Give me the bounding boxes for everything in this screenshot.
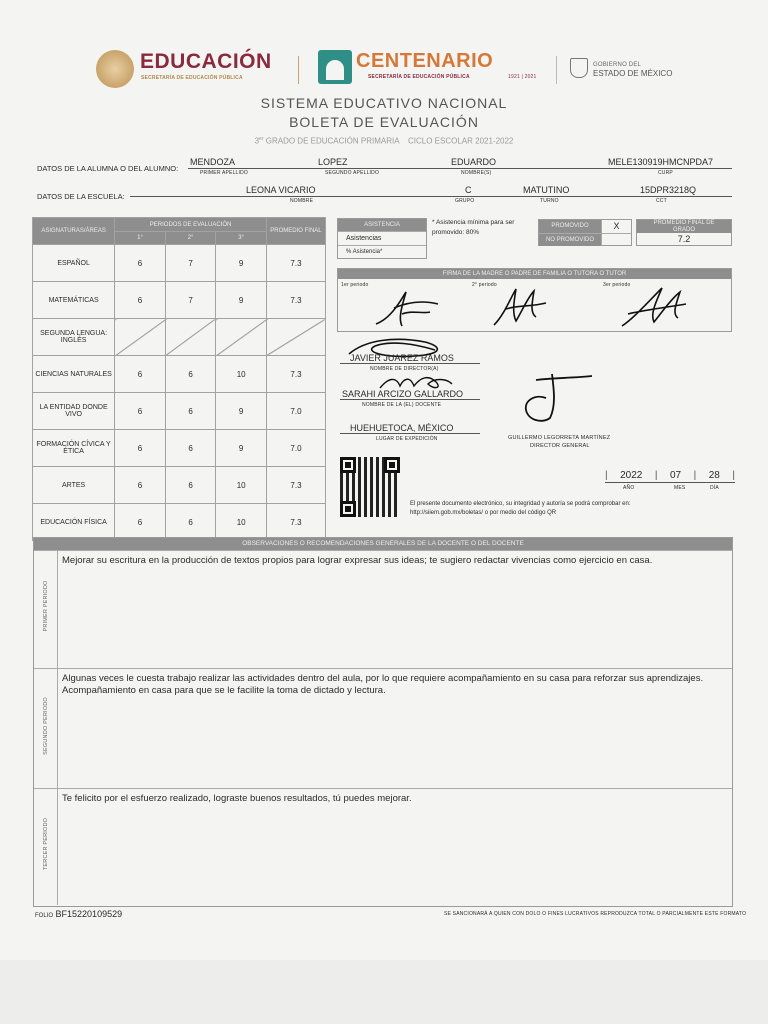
grade-text: GRADO DE EDUCACIÓN PRIMARIA xyxy=(265,136,400,146)
grade-p1: 6 xyxy=(115,245,166,282)
grade-p2: 7 xyxy=(165,245,216,282)
student-nombre-label: NOMBRE(S) xyxy=(461,170,492,176)
grade-p1: 6 xyxy=(115,467,166,504)
subject-name: ESPAÑOL xyxy=(33,245,115,282)
observation-period-2 xyxy=(34,668,732,788)
grade-p1 xyxy=(115,319,166,356)
subject-name: EDUCACIÓN FÍSICA xyxy=(33,504,115,541)
student-nombre: EDUARDO xyxy=(451,157,497,167)
student-apellido1-label: PRIMER APELLIDO xyxy=(200,170,249,176)
promovido-cell xyxy=(539,220,631,233)
no-promovido-label: NO PROMOVIDO xyxy=(539,234,601,246)
cycle-label: CICLO ESCOLAR xyxy=(407,136,473,146)
centenario-title: CENTENARIO xyxy=(356,50,494,72)
grade-p2: 7 xyxy=(165,282,216,319)
grade-p3: 10 xyxy=(216,504,267,541)
no-promovido-mark xyxy=(601,234,631,246)
director-general-label: DIRECTOR GENERAL xyxy=(530,443,590,449)
attendance-box xyxy=(337,218,427,259)
subject-name: CIENCIAS NATURALES xyxy=(33,356,115,393)
student-apellido2: LOPEZ xyxy=(318,157,348,167)
centenario-years: 1921 | 2021 xyxy=(508,74,537,80)
student-line xyxy=(188,168,732,169)
educacion-title: EDUCACIÓN xyxy=(140,50,272,73)
legal-notice: SE SANCIONARÁ A QUIEN CON DOLO O FINES LUCRATIVOS REPRODUZCA TOTAL O PARCIALMENTE ESTE FORMATO xyxy=(444,911,747,917)
promovido-mark: X xyxy=(601,220,631,233)
grade-p2: 6 xyxy=(165,467,216,504)
table-row xyxy=(33,245,326,282)
attendance-note: * Asistencia mínima para ser promovido: 80% xyxy=(432,219,515,236)
folio-label: FOLIO xyxy=(35,913,54,919)
parent-signature-2 xyxy=(490,285,550,329)
system-title: SISTEMA EDUCATIVO NACIONAL xyxy=(260,95,508,111)
observation-period-1-label: PRIMER PERIODO xyxy=(43,580,49,632)
date-day-label: DÍA xyxy=(710,485,719,491)
docente-line xyxy=(340,399,480,400)
grade-p3: 9 xyxy=(216,430,267,467)
grade-suffix: er xyxy=(259,136,264,142)
grade-p2: 6 xyxy=(165,430,216,467)
scan-bottom-band xyxy=(0,960,768,1024)
attendance-label: Asistencias xyxy=(346,235,382,242)
table-row xyxy=(33,282,326,319)
signature-period-2-label: 2° periodo xyxy=(472,282,497,288)
observation-period-3-text: Te felicito por el esfuerzo realizado, lograste buenos resultados, tú puedes mejorar. xyxy=(62,793,412,804)
promotion-box xyxy=(538,219,632,246)
observation-period-3 xyxy=(34,788,732,905)
grade-p1: 6 xyxy=(115,430,166,467)
grade-p2: 6 xyxy=(165,504,216,541)
school-grupo: C xyxy=(465,185,472,195)
director-name: JAVIER JUAREZ RAMOS xyxy=(350,353,454,363)
lugar-label: LUGAR DE EXPEDICIÓN xyxy=(376,436,438,442)
observation-period-1-text: Mejorar su escritura en la producción de textos propios para lograr expresar sus ideas; te sugiero redactar vivencias como ejercicio en casa. xyxy=(62,555,653,566)
table-row xyxy=(33,430,326,467)
attendance-header: ASISTENCIA xyxy=(338,219,426,231)
docente-name: SARAHI ARCIZO GALLARDO xyxy=(342,389,464,399)
educacion-subtitle: SECRETARÍA DE EDUCACIÓN PÚBLICA xyxy=(141,75,243,81)
final-header: PROMEDIO FINAL xyxy=(266,218,325,245)
folio-number: BF15220109529 xyxy=(55,909,123,919)
folio xyxy=(35,909,122,919)
school-turno: MATUTINO xyxy=(523,185,570,195)
observation-period-1 xyxy=(34,550,732,668)
grade-p3: 10 xyxy=(216,356,267,393)
parent-signature-3 xyxy=(618,284,690,330)
table-row xyxy=(33,356,326,393)
observations-header: OBSERVACIONES O RECOMENDACIONES GENERALES DE LA DOCENTE O DEL DOCENTE xyxy=(34,538,732,550)
school-grupo-label: GRUPO xyxy=(455,198,475,204)
school-cct-label: CCT xyxy=(656,198,667,204)
subject-name: MATEMÁTICAS xyxy=(33,282,115,319)
grade-cycle-line xyxy=(0,136,768,146)
grade-p3: 9 xyxy=(216,282,267,319)
director-general-name: GUILLERMO LEGORRETA MARTÍNEZ xyxy=(508,435,611,441)
grade-number: 3 xyxy=(254,136,260,146)
attendance-percent-row xyxy=(338,245,426,258)
centenario-subtitle: SECRETARÍA DE EDUCACIÓN PÚBLICA xyxy=(368,74,470,80)
director-line xyxy=(340,363,480,364)
sep-logo-emblem xyxy=(96,50,134,88)
no-promovido-cell xyxy=(539,233,631,246)
grade-final: 7.0 xyxy=(266,430,325,467)
grade-final: 7.3 xyxy=(266,282,325,319)
observation-period-2-text: Algunas veces le cuesta trabajo realizar las actividades dentro del aula, por lo que requiere acompañamiento en su casa para reforzar sus aprendizajes. Acompañamiento en casa para que se le facilite la toma de dictado y lectura. xyxy=(62,673,704,696)
school-turno-label: TURNO xyxy=(540,198,559,204)
observation-period-3-label-cell xyxy=(34,789,58,905)
date-day: 28 xyxy=(708,470,720,481)
table-row xyxy=(33,504,326,541)
lugar-expedicion: HUEHUETOCA, MÉXICO xyxy=(350,423,454,433)
subject-name: FORMACIÓN CÍVICA Y ÉTICA xyxy=(33,430,115,467)
docente-label: NOMBRE DE LA (EL) DOCENTE xyxy=(362,402,442,408)
promovido-label: PROMOVIDO xyxy=(539,220,601,233)
parent-signature-1 xyxy=(372,288,442,330)
periods-header: PERIODOS DE EVALUACIÓN xyxy=(115,218,267,232)
grade-p1: 6 xyxy=(115,393,166,430)
grade-final: 7.3 xyxy=(266,356,325,393)
period-2-header: 2° xyxy=(165,232,216,245)
date-month: 07 xyxy=(669,470,682,481)
table-row xyxy=(33,393,326,430)
director-label: NOMBRE DE DIRECTOR(A) xyxy=(370,366,439,372)
observation-period-2-label-cell xyxy=(34,669,58,788)
table-row xyxy=(33,319,326,356)
grade-p2 xyxy=(165,319,216,356)
school-nombre-label: NOMBRE xyxy=(290,198,314,204)
date-month-label: MES xyxy=(674,485,686,491)
subject-name: ARTES xyxy=(33,467,115,504)
grade-p1: 6 xyxy=(115,504,166,541)
date-line: | 2022 | 07 | 28 | xyxy=(605,470,735,481)
header-divider-2 xyxy=(556,56,557,84)
verification-note: El presente documento electrónico, su integridad y autoría se podrá comprobar en: http://siiem.gob.mx/boletas/ o por medio del código QR xyxy=(410,501,631,516)
observation-period-2-label: SEGUNDO PERIODO xyxy=(43,697,49,755)
school-nombre: LEONA VICARIO xyxy=(246,185,316,195)
grade-p1: 6 xyxy=(115,282,166,319)
subject-name: LA ENTIDAD DONDE VIVO xyxy=(33,393,115,430)
average-label: PROMEDIO FINAL DE GRADO xyxy=(637,220,731,233)
school-cct: 15DPR3218Q xyxy=(640,185,697,195)
attendance-percent-label: % Asistencia* xyxy=(346,249,383,255)
observation-period-3-label: TERCER PERIODO xyxy=(43,817,49,871)
average-box xyxy=(636,219,732,246)
observation-period-1-label-cell xyxy=(34,551,58,668)
grade-p3 xyxy=(216,319,267,356)
gobierno-line1: GOBIERNO DEL xyxy=(593,62,642,68)
grade-p1: 6 xyxy=(115,356,166,393)
date-underline xyxy=(605,482,735,483)
student-apellido1: MENDOZA xyxy=(190,157,235,167)
subjects-header: ASIGNATURAS/ÁREAS xyxy=(33,218,115,245)
grade-final: 7.3 xyxy=(266,245,325,282)
grade-p2: 6 xyxy=(165,356,216,393)
grade-p3: 9 xyxy=(216,245,267,282)
date-year-label: AÑO xyxy=(623,485,635,491)
period-1-header: 1° xyxy=(115,232,166,245)
attendance-row xyxy=(338,231,426,245)
director-general-signature xyxy=(516,370,596,426)
grade-p2: 6 xyxy=(165,393,216,430)
school-label: DATOS DE LA ESCUELA: xyxy=(37,192,125,201)
lugar-line xyxy=(340,433,480,434)
student-curp: MELE130919HMCNPDA7 xyxy=(608,157,714,167)
grade-final: 7.3 xyxy=(266,467,325,504)
gobierno-line2: ESTADO DE MÉXICO xyxy=(593,69,673,78)
grade-p3: 9 xyxy=(216,393,267,430)
period-3-header: 3° xyxy=(216,232,267,245)
grade-p3: 10 xyxy=(216,467,267,504)
grade-final: 7.0 xyxy=(266,393,325,430)
student-apellido2-label: SEGUNDO APELLIDO xyxy=(325,170,380,176)
student-label: DATOS DE LA ALUMNA O DEL ALUMNO: xyxy=(37,164,179,173)
student-curp-label: CURP xyxy=(658,170,673,176)
table-row xyxy=(33,467,326,504)
observations-box xyxy=(33,537,733,907)
qr-code[interactable] xyxy=(340,457,400,517)
grades-table xyxy=(32,217,326,541)
grade-final: 7.3 xyxy=(266,504,325,541)
school-line xyxy=(130,196,732,197)
signature-period-1-label: 1er periodo xyxy=(341,282,369,288)
parent-signatures-header: FIRMA DE LA MADRE O PADRE DE FAMILIA O TUTORA O TUTOR xyxy=(338,269,731,279)
header-divider xyxy=(298,56,299,84)
signature-period-3-label: 3er periodo xyxy=(603,282,631,288)
cycle-value: 2021-2022 xyxy=(475,136,514,146)
grade-final xyxy=(266,319,325,356)
gobierno-shield-icon xyxy=(570,58,588,78)
average-value: 7.2 xyxy=(677,234,691,244)
date-year: 2022 xyxy=(620,470,643,481)
document-title: BOLETA DE EVALUACIÓN xyxy=(289,114,479,130)
subject-name: SEGUNDA LENGUA: INGLÉS xyxy=(33,319,115,356)
centenario-arch-icon xyxy=(318,50,352,84)
